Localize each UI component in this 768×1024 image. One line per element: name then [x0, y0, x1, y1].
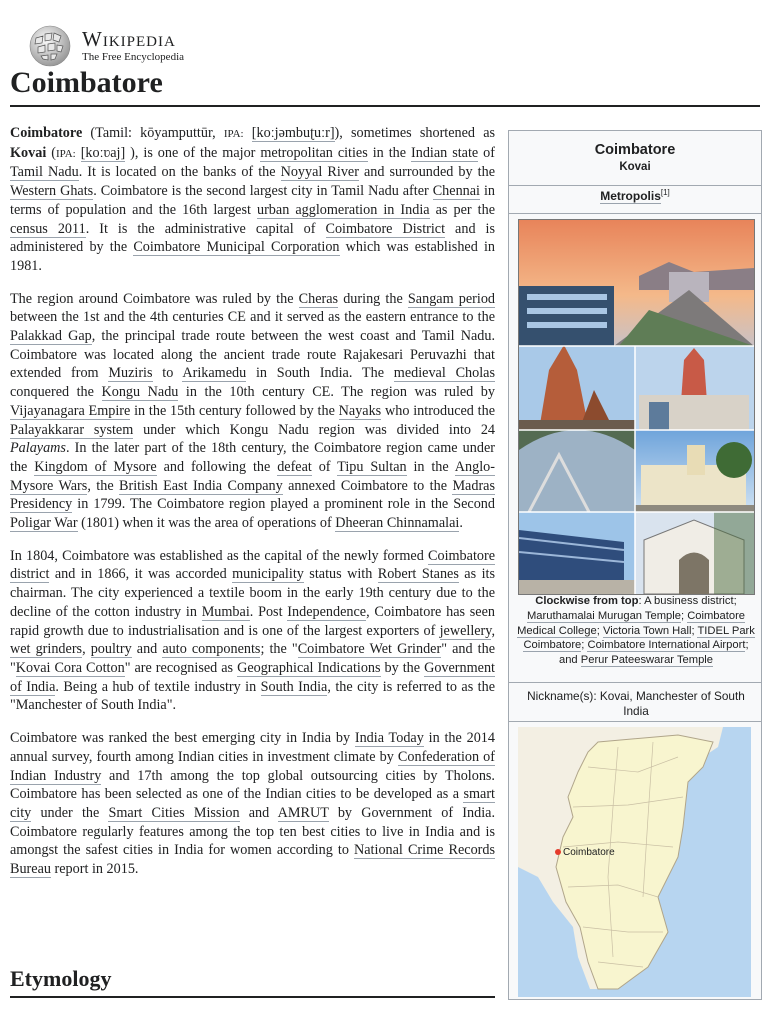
map-marker — [555, 849, 561, 855]
link-census-2011[interactable]: census 2011 — [10, 220, 86, 237]
link-amrut[interactable]: AMRUT — [277, 804, 329, 821]
map-marker-label: Coimbatore — [563, 847, 615, 858]
link-tipu-sultan[interactable]: Tipu Sultan — [337, 458, 407, 475]
link-vijayanagara-empire[interactable]: Vijayanagara Empire — [10, 402, 131, 419]
link-metropolis[interactable]: Metropolis — [600, 189, 661, 203]
city-montage-image[interactable] — [518, 219, 755, 595]
infobox-title: Coimbatore — [594, 142, 676, 158]
link-victoria-town-hall[interactable]: Victoria Town Hall — [602, 624, 692, 637]
link-south-india[interactable]: South India — [260, 678, 328, 695]
link-urban-agglomeration[interactable]: urban agglomeration in India — [256, 201, 430, 218]
link-palakkad-gap[interactable]: Palakkad Gap — [10, 328, 92, 345]
link-kingdom-of-mysore[interactable]: Kingdom of Mysore — [34, 458, 157, 475]
link-india-today[interactable]: India Today — [354, 730, 424, 747]
link-poligar-war[interactable]: Poligar War — [10, 515, 78, 532]
caption-text: : A business district; — [638, 595, 737, 607]
link-geographical-indications[interactable]: Geographical Indications — [237, 659, 381, 676]
link-auto-components[interactable]: auto components — [162, 641, 261, 658]
location-map[interactable] — [518, 727, 751, 997]
link-dheeran-chinnamalai[interactable]: Dheeran Chinnamalai — [335, 515, 460, 532]
link-nayaks[interactable]: Nayaks — [338, 402, 382, 419]
wikipedia-tagline: The Free Encyclopedia — [82, 51, 185, 63]
infobox — [508, 130, 762, 1000]
link-independence[interactable]: Independence — [287, 603, 367, 620]
page-title: Coimbatore — [10, 66, 163, 99]
link-tamil-nadu[interactable]: Tamil Nadu — [10, 164, 79, 181]
link-indian-state[interactable]: Indian state — [411, 144, 479, 161]
link-western-ghats[interactable]: Western Ghats — [10, 183, 94, 200]
link-perur-temple[interactable]: Perur Pateeswarar Temple — [580, 654, 714, 667]
wikipedia-header[interactable] — [28, 26, 184, 66]
section-divider — [10, 996, 495, 998]
wikipedia-wordmark: Wikipedia — [82, 27, 176, 51]
lead-paragraph: Coimbatore (Tamil: kōyamputtūr, IPA: [koːjəmbuʈuːr]), sometimes shortened as Kovai (IPA: [koːʋaj] ), is one of the major metropolitan cities in the Indian state of Tamil Nadu. It is located on the banks of the Noyyal River and surrounded by the Western Ghats. Coimbatore is the second largest city in Tamil Nadu after Chennai in terms of population and the 16th largest urban agglomeration in India as per the census 2011. It is the administrative capital of Coimbatore District and is administered by the Coimbatore Municipal Corporation which was established in 1981. — [10, 125, 496, 274]
link-government-of-india[interactable]: Government of India — [10, 659, 495, 695]
link-kovai-cora-cotton[interactable]: Kovai Cora Cotton — [15, 659, 125, 676]
link-sangam-period[interactable]: Sangam period — [407, 290, 496, 307]
link-kongu-nadu[interactable]: Kongu Nadu — [101, 384, 179, 401]
link-ncrb[interactable]: National Crime Records Bureau — [10, 842, 495, 878]
link-british-east-india-company[interactable]: British East India Company — [119, 477, 283, 494]
montage-caption: Clockwise from top: A business district; Maruthamalai Murugan Temple; Coimbatore Medical College; Victoria Town Hall; TIDEL Park Coimbatore; Coimbatore International Airport; and Perur Pateeswarar Temple — [517, 595, 755, 667]
article-body — [10, 124, 495, 893]
link-mumbai[interactable]: Mumbai — [201, 603, 250, 620]
link-tidel-park[interactable]: TIDEL Park Coimbatore — [523, 624, 755, 652]
link-municipality[interactable]: municipality — [232, 566, 304, 583]
link-smart-city[interactable]: smart city — [10, 786, 495, 821]
link-coimbatore-medical-college[interactable]: Coimbatore Medical College — [517, 609, 746, 637]
link-robert-stanes[interactable]: Robert Stanes — [377, 566, 459, 583]
link-poultry[interactable]: poultry — [90, 641, 132, 658]
infobox-divider — [509, 721, 761, 722]
link-metropolitan-cities[interactable]: metropolitan cities — [260, 144, 368, 161]
infobox-divider — [509, 185, 761, 186]
infobox-settlement-type — [509, 188, 761, 203]
ranking-paragraph: Coimbatore was ranked the best emerging city in India by India Today in the 2014 annual survey, fourth among Indian cities in investment climate by Confederation of Indian Industry and 17th among the top global outsourcing cities by Tholons. Coimbatore has been selected as one of the Indian cities to be developed as a smart city under the Smart Cities Mission and AMRUT by Government of India. Coimbatore regularly features among the top ten best cities to live in India and is amongst the safest cities in India for women according to National Crime Records Bureau report in 2015. — [10, 730, 495, 878]
reference-1[interactable]: [1] — [660, 188, 670, 197]
link-noyyal-river[interactable]: Noyyal River — [280, 164, 359, 181]
link-medieval-cholas[interactable]: medieval Cholas — [393, 365, 495, 382]
link-cheras[interactable]: Cheras — [298, 290, 339, 307]
link-coimbatore-district-2[interactable]: Coimbatore district — [10, 547, 495, 583]
infobox-divider — [509, 213, 761, 214]
link-madras-presidency[interactable]: Madras Presidency — [10, 477, 495, 513]
link-maruthamalai-temple[interactable]: Maruthamalai Murugan Temple — [526, 609, 681, 622]
link-anglo-mysore-wars[interactable]: Anglo-Mysore Wars — [10, 458, 495, 494]
infobox-divider — [509, 682, 761, 683]
nickname: Nickname(s): Kovai, Manchester of South India — [527, 689, 745, 718]
section-heading-etymology: Etymology — [10, 966, 112, 991]
caption-lead: Clockwise from top — [535, 595, 639, 607]
history-paragraph: The region around Coimbatore was ruled by the Cheras during the Sangam period between the 1st and the 4th centuries CE and it served as the eastern entrance to the Palakkad Gap, the principal trade route between the west coast and Tamil Nadu. Coimbatore was located along the ancient trade route Rajakesari Peruvazhi that extended from Muziris to Arikamedu in South India. The medieval Cholas conquered the Kongu Nadu in the 10th century CE. The region was ruled by Vijayanagara Empire in the 15th century followed by the Nayaks who introduced the Palayakkarar system under which Kongu Nadu region was divided into 24 Palayams. In the later part of the 18th century, the Coimbatore region came under the Kingdom of Mysore and following the defeat of Tipu Sultan in the Anglo-Mysore Wars, the British East India Company annexed Coimbatore to the Madras Presidency in 1799. The Coimbatore region played a prominent role in the Second Poligar War (1801) when it was the area of operations of Dheeran Chinnamalai. — [10, 290, 496, 532]
link-muziris[interactable]: Muziris — [108, 365, 153, 382]
development-paragraph: In 1804, Coimbatore was established as the capital of the newly formed Coimbatore district and in 1866, it was accorded municipality status with Robert Stanes as its chairman. The city experienced a textile boom in the early 19th century due to the decline of the cotton industry in Mumbai. Post Independence, Coimbatore has seen rapid growth due to industrialisation and is one of the largest exporters of jewellery, wet grinders, poultry and auto components; the "Coimbatore Wet Grinder" and the "Kovai Cora Cotton" are recognised as Geographical Indications by the Government of India. Being a hub of textile industry in South India, the city is referred to as the "Manchester of South India". — [10, 547, 496, 714]
link-defeat[interactable]: defeat — [277, 458, 312, 475]
title-divider — [10, 105, 760, 107]
link-coimbatore-wet-grinder[interactable]: Coimbatore Wet Grinder — [297, 641, 442, 658]
link-cii[interactable]: Confederation of Indian Industry — [10, 748, 495, 784]
link-palayakkarar-system[interactable]: Palayakkarar system — [10, 421, 134, 438]
infobox-subtitle: Kovai — [619, 161, 651, 173]
link-wet-grinders[interactable]: wet grinders — [10, 641, 83, 658]
link-coimbatore-district[interactable]: Coimbatore District — [325, 220, 446, 237]
link-chennai[interactable]: Chennai — [432, 183, 480, 200]
link-coimbatore-airport[interactable]: Coimbatore International Airport — [587, 639, 746, 652]
link-arikamedu[interactable]: Arikamedu — [182, 365, 247, 382]
wikipedia-globe-icon — [28, 24, 72, 68]
link-municipal-corporation[interactable]: Coimbatore Municipal Corporation — [133, 239, 340, 256]
link-jewellery[interactable]: jewellery — [439, 622, 492, 639]
link-smart-cities-mission[interactable]: Smart Cities Mission — [108, 804, 240, 821]
